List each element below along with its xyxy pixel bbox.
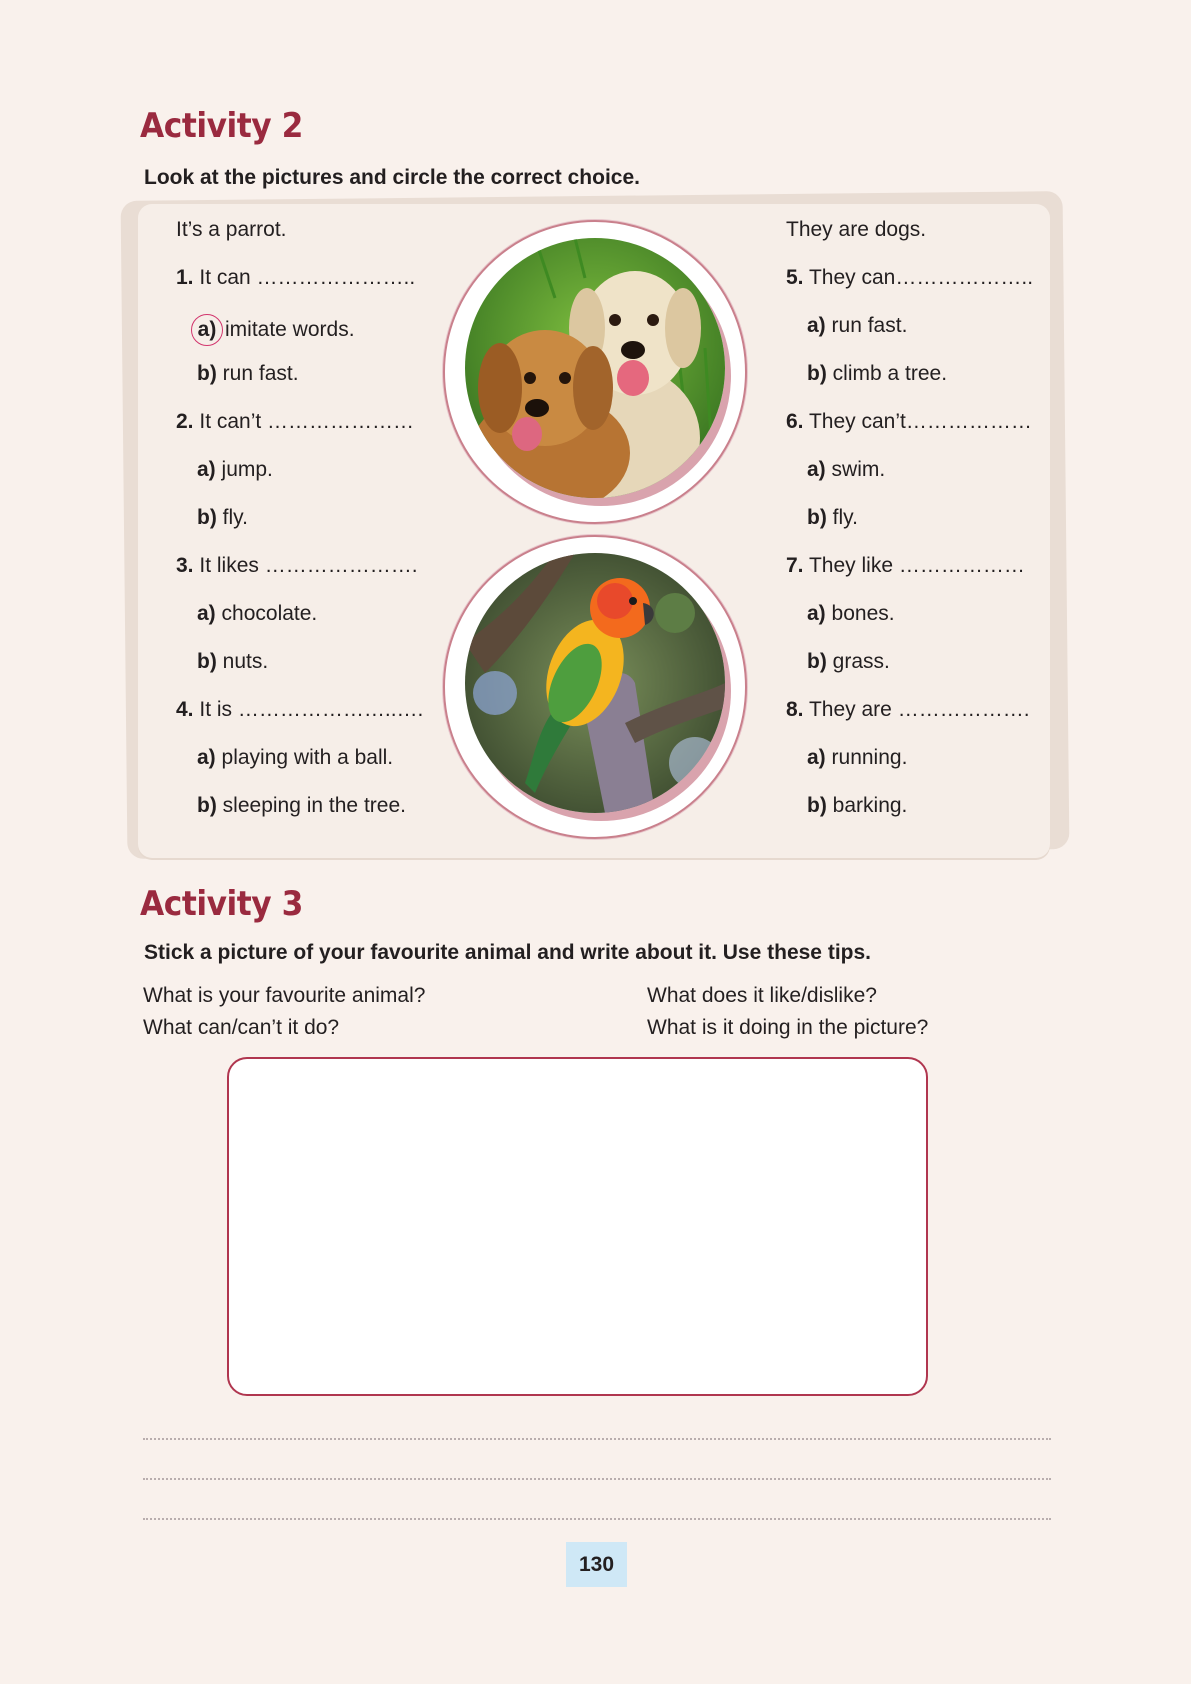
tips-right [647,980,928,1044]
writing-line-2[interactable] [143,1478,1051,1480]
left-intro: It’s a parrot. [176,218,287,241]
question-number: 1. [176,266,194,289]
question-1-option-a[interactable]: a) imitate words. [197,314,355,346]
question-4-option-b[interactable]: b) sleeping in the tree. [197,794,406,817]
activity-2-instruction: Look at the pictures and circle the correct choice. [144,166,640,189]
activity-2-title: Activity 2 [140,106,303,146]
question-stem: It can ………………….. [199,266,416,289]
question-7: 7. They like ……………… [786,554,1025,577]
tip-like-dislike: What does it like/dislike? [647,984,877,1007]
question-6-option-b[interactable]: b) fly. [807,506,858,529]
question-3-option-a[interactable]: a) chocolate. [197,602,318,625]
question-1 [176,266,415,290]
activity-3-instruction: Stick a picture of your favourite animal and write about it. Use these tips. [144,941,871,964]
right-intro: They are dogs. [786,218,927,241]
question-4: 4. It is …………………..…. [176,698,424,721]
activity-3-title: Activity 3 [140,884,303,924]
writing-line-1[interactable] [143,1438,1051,1440]
writing-line-3[interactable] [143,1518,1051,1520]
dogs-photo-frame [443,220,747,524]
question-5: 5. They can……………….. [786,266,1034,289]
question-1-option-b[interactable]: b) run fast. [197,362,299,385]
question-6-option-a[interactable]: a) swim. [807,458,886,481]
parrot-photo-frame [443,535,747,839]
question-4-option-a[interactable]: a) playing with a ball. [197,746,394,769]
question-3: 3. It likes …………………. [176,554,418,577]
question-8-option-a[interactable]: a) running. [807,746,908,769]
question-8: 8. They are ………………. [786,698,1030,721]
dogs-photo [465,238,725,498]
question-7-option-a[interactable]: a) bones. [807,602,895,625]
question-3-option-b[interactable]: b) nuts. [197,650,269,673]
circled-answer: a) [191,314,223,346]
question-5-option-a[interactable]: a) run fast. [807,314,908,337]
tips-left [143,980,425,1044]
question-2: 2. It can’t ………………… [176,410,415,433]
tip-favourite-animal: What is your favourite animal? [143,984,426,1007]
tip-can-cant: What can/can’t it do? [143,1016,340,1039]
question-2-option-a[interactable]: a) jump. [197,458,273,481]
question-2-option-b[interactable]: b) fly. [197,506,248,529]
question-6: 6. They can’t……………… [786,410,1032,433]
parrot-photo [465,553,725,813]
question-5-option-b[interactable]: b) climb a tree. [807,362,948,385]
question-8-option-b[interactable]: b) barking. [807,794,908,817]
stick-picture-box[interactable] [227,1057,928,1396]
page-number: 130 [566,1542,627,1587]
question-7-option-b[interactable]: b) grass. [807,650,890,673]
tip-doing: What is it doing in the picture? [647,1016,929,1039]
